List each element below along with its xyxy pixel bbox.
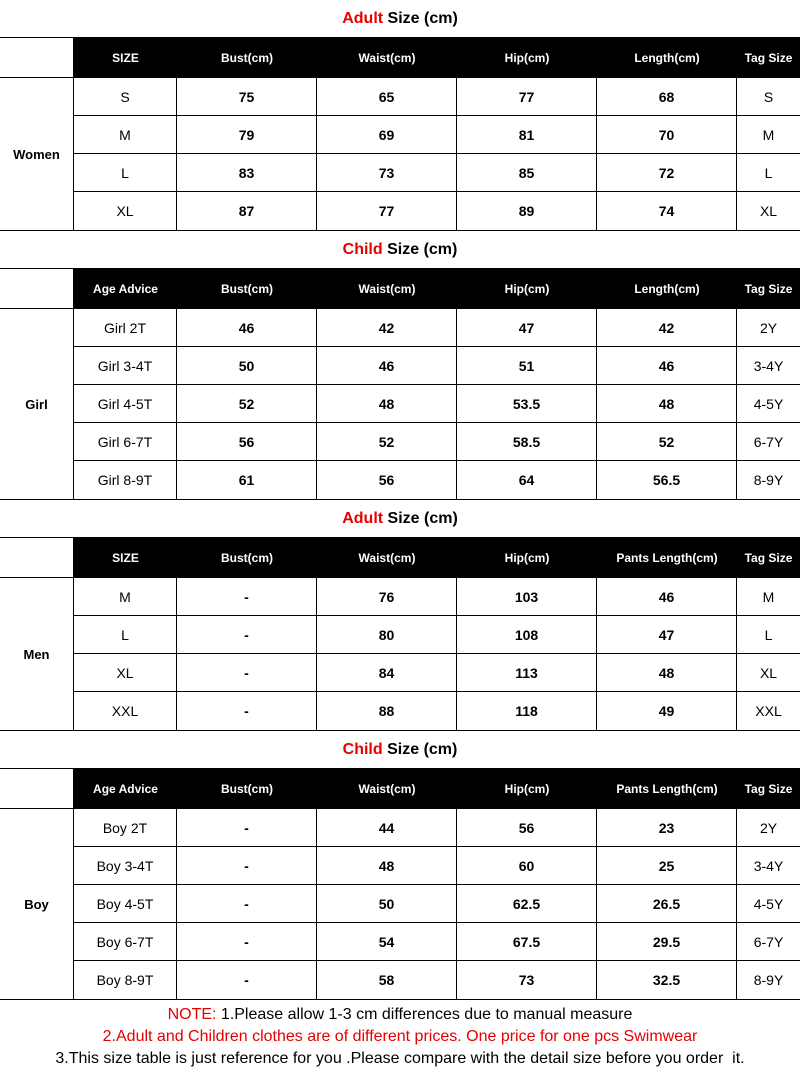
table-row [74, 847, 800, 885]
table-cell: 47 [457, 309, 597, 346]
table-cell: 85 [457, 154, 597, 191]
table-cell: 84 [317, 654, 457, 691]
column-header: Age Advice [93, 281, 158, 296]
column-header: Tag Size [744, 550, 793, 565]
column-header: SIZE [112, 50, 139, 65]
table-cell: 56 [317, 461, 457, 499]
table-cell: M [74, 116, 177, 153]
table-cell: 75 [177, 78, 317, 115]
table-cell: 8-9Y [753, 472, 784, 488]
table-cell: 26.5 [597, 885, 737, 922]
table-cell: Boy 2T [74, 809, 177, 846]
table-row [74, 923, 800, 961]
table-cell: 53.5 [457, 385, 597, 422]
table-cell: 42 [317, 309, 457, 346]
table-header-row [0, 769, 800, 809]
section-title-highlight: Adult [342, 9, 384, 27]
table-cell: 48 [597, 654, 737, 691]
table-cell: 2Y [759, 819, 778, 836]
table-row [74, 616, 800, 654]
table-cell: 52 [177, 385, 317, 422]
table-cell: - [177, 578, 317, 615]
section-title-text: Size (cm) [383, 9, 458, 27]
table-cell: Girl 6-7T [74, 423, 177, 460]
table-cell: 69 [317, 116, 457, 153]
table-cell: 6-7Y [753, 433, 784, 450]
table-cell: 4-5Y [753, 895, 784, 912]
table-cell: 77 [457, 78, 597, 115]
table-cell: 49 [597, 692, 737, 730]
column-header: Tag Size [744, 781, 793, 796]
table-row [74, 961, 800, 999]
table-cell: 3-4Y [753, 357, 784, 374]
table-cell: 8-9Y [753, 972, 784, 988]
table-cell: 80 [317, 616, 457, 653]
header-cells [74, 269, 800, 308]
table-cell: - [177, 692, 317, 730]
table-cell: 48 [317, 385, 457, 422]
table-cell: 64 [457, 461, 597, 499]
table-cell: 60 [457, 847, 597, 884]
table-cell: 46 [597, 578, 737, 615]
table-cell: 46 [317, 347, 457, 384]
column-header: SIZE [112, 550, 139, 565]
column-header: Age Advice [93, 781, 158, 796]
table-body [0, 809, 800, 1000]
header-blank-cell [0, 269, 74, 308]
table-header-row [0, 38, 800, 78]
table-cell: 56.5 [597, 461, 737, 499]
table-cell: 48 [597, 385, 737, 422]
table-cell: XXL [755, 703, 782, 719]
header-blank-cell [0, 769, 74, 808]
table-row [74, 347, 800, 385]
section-title-highlight: Child [342, 740, 383, 758]
header-cells [74, 769, 800, 808]
table-cell: M [762, 588, 775, 605]
column-header: Pants Length(cm) [616, 550, 718, 565]
table-cell: 73 [457, 961, 597, 999]
header-cells [74, 38, 800, 77]
table-cell: 47 [597, 616, 737, 653]
table-header-row [0, 538, 800, 578]
table-cell: - [177, 923, 317, 960]
table-cell: 54 [317, 923, 457, 960]
table-cell: - [177, 961, 317, 999]
group-label: Men [0, 578, 74, 730]
column-header: Bust(cm) [220, 50, 273, 65]
section-title-text: Size (cm) [382, 240, 458, 258]
table-cell: 83 [177, 154, 317, 191]
table-cell: 108 [457, 616, 597, 653]
table-cell: 25 [597, 847, 737, 884]
table-cell: 73 [317, 154, 457, 191]
table-cell: 87 [177, 192, 317, 230]
group-label: Women [0, 78, 74, 230]
table-cell: XL [74, 192, 177, 230]
table-cell: - [177, 616, 317, 653]
column-header: Bust(cm) [220, 550, 273, 565]
table-cell: XL [759, 203, 778, 219]
table-cell: - [177, 654, 317, 691]
column-header: Tag Size [744, 281, 793, 296]
table-cell: Boy 4-5T [74, 885, 177, 922]
table-cell: 46 [177, 309, 317, 346]
table-cell: XL [74, 654, 177, 691]
table-cell: L [764, 164, 773, 181]
section-title [0, 500, 800, 538]
table-cell: 23 [597, 809, 737, 846]
table-cell: 56 [457, 809, 597, 846]
section-title [0, 731, 800, 769]
column-header: Length(cm) [634, 50, 700, 65]
table-row [74, 654, 800, 692]
table-cell: 51 [457, 347, 597, 384]
table-cell: Girl 8-9T [74, 461, 177, 499]
note-line-1 [0, 1004, 800, 1026]
table-row [74, 423, 800, 461]
column-header: Bust(cm) [220, 781, 273, 796]
table-row [74, 578, 800, 616]
table-cell: 65 [317, 78, 457, 115]
table-cell: 81 [457, 116, 597, 153]
table-cell: 118 [457, 692, 597, 730]
table-cell: 52 [317, 423, 457, 460]
header-cells [74, 538, 800, 577]
table-cell: 62.5 [457, 885, 597, 922]
table-cell: - [177, 885, 317, 922]
table-cell: L [764, 626, 773, 643]
table-cell: 68 [597, 78, 737, 115]
column-header: Length(cm) [634, 281, 700, 296]
table-cell: 77 [317, 192, 457, 230]
section-title-text: Size (cm) [383, 509, 458, 527]
table-cell: 89 [457, 192, 597, 230]
table-cell: 44 [317, 809, 457, 846]
table-body [0, 578, 800, 731]
table-cell: 103 [457, 578, 597, 615]
table-cell: 46 [597, 347, 737, 384]
table-cell: - [177, 847, 317, 884]
table-cell: 67.5 [457, 923, 597, 960]
table-cell: S [74, 78, 177, 115]
table-cell: Girl 2T [74, 309, 177, 346]
section-title-highlight: Adult [342, 509, 384, 527]
note-block [0, 1000, 800, 1074]
column-header: Tag Size [744, 50, 793, 65]
table-cell: M [74, 578, 177, 615]
table-cell: 88 [317, 692, 457, 730]
column-header: Hip(cm) [504, 281, 550, 296]
table-row [74, 809, 800, 847]
table-row [74, 309, 800, 347]
table-cell: L [74, 616, 177, 653]
group-label: Girl [0, 309, 74, 499]
note-line-3: 3.This size table is just reference for you .Please compare with the detail size before you order it. [55, 1050, 745, 1067]
table-row [74, 154, 800, 192]
table-cell: 74 [597, 192, 737, 230]
table-body [0, 309, 800, 500]
column-header: Hip(cm) [504, 50, 550, 65]
table-cell: S [763, 88, 774, 105]
table-cell: 50 [177, 347, 317, 384]
table-cell: 48 [317, 847, 457, 884]
note-prefix: NOTE: [167, 1006, 217, 1023]
column-header: Waist(cm) [358, 550, 416, 565]
column-header: Hip(cm) [504, 550, 550, 565]
table-cell: M [762, 126, 775, 143]
table-cell: 70 [597, 116, 737, 153]
section-title [0, 0, 800, 38]
column-header: Hip(cm) [504, 781, 550, 796]
table-row [74, 461, 800, 499]
table-cell: 42 [597, 309, 737, 346]
table-cell: XL [759, 664, 778, 681]
table-cell: 56 [177, 423, 317, 460]
note-line-1-text: 1.Please allow 1-3 cm differences due to manual measure [216, 1006, 633, 1023]
table-row [74, 692, 800, 730]
table-cell: L [74, 154, 177, 191]
table-cell: Boy 3-4T [74, 847, 177, 884]
table-row [74, 116, 800, 154]
table-cell: 50 [317, 885, 457, 922]
column-header: Waist(cm) [358, 281, 416, 296]
table-cell: 52 [597, 423, 737, 460]
table-cell: 29.5 [597, 923, 737, 960]
table-row [74, 385, 800, 423]
table-header-row [0, 269, 800, 309]
table-body [0, 78, 800, 231]
column-header: Pants Length(cm) [616, 781, 718, 796]
section-title-text: Size (cm) [382, 740, 458, 758]
table-cell: 61 [177, 461, 317, 499]
note-line-2: 2.Adult and Children clothes are of different prices. One price for one pcs Swimwear [102, 1028, 698, 1045]
column-header: Bust(cm) [220, 281, 273, 296]
table-cell: Girl 4-5T [74, 385, 177, 422]
table-cell: 72 [597, 154, 737, 191]
group-label: Boy [0, 809, 74, 999]
column-header: Waist(cm) [358, 50, 416, 65]
table-cell: 32.5 [597, 961, 737, 999]
table-cell: 6-7Y [753, 933, 784, 950]
table-cell: Boy 8-9T [74, 961, 177, 999]
table-cell: 76 [317, 578, 457, 615]
section-title-highlight: Child [342, 240, 383, 258]
table-cell: 79 [177, 116, 317, 153]
table-row [74, 78, 800, 116]
table-cell: Boy 6-7T [74, 923, 177, 960]
table-row [74, 192, 800, 230]
header-blank-cell [0, 538, 74, 577]
table-row [74, 885, 800, 923]
table-cell: XXL [74, 692, 177, 730]
table-cell: 58.5 [457, 423, 597, 460]
table-cell: 3-4Y [753, 857, 784, 874]
table-cell: 2Y [759, 319, 778, 336]
section-title [0, 231, 800, 269]
table-cell: 4-5Y [753, 395, 784, 412]
header-blank-cell [0, 38, 74, 77]
table-cell: Girl 3-4T [74, 347, 177, 384]
table-cell: - [177, 809, 317, 846]
table-cell: 113 [457, 654, 597, 691]
column-header: Waist(cm) [358, 781, 416, 796]
table-cell: 58 [317, 961, 457, 999]
